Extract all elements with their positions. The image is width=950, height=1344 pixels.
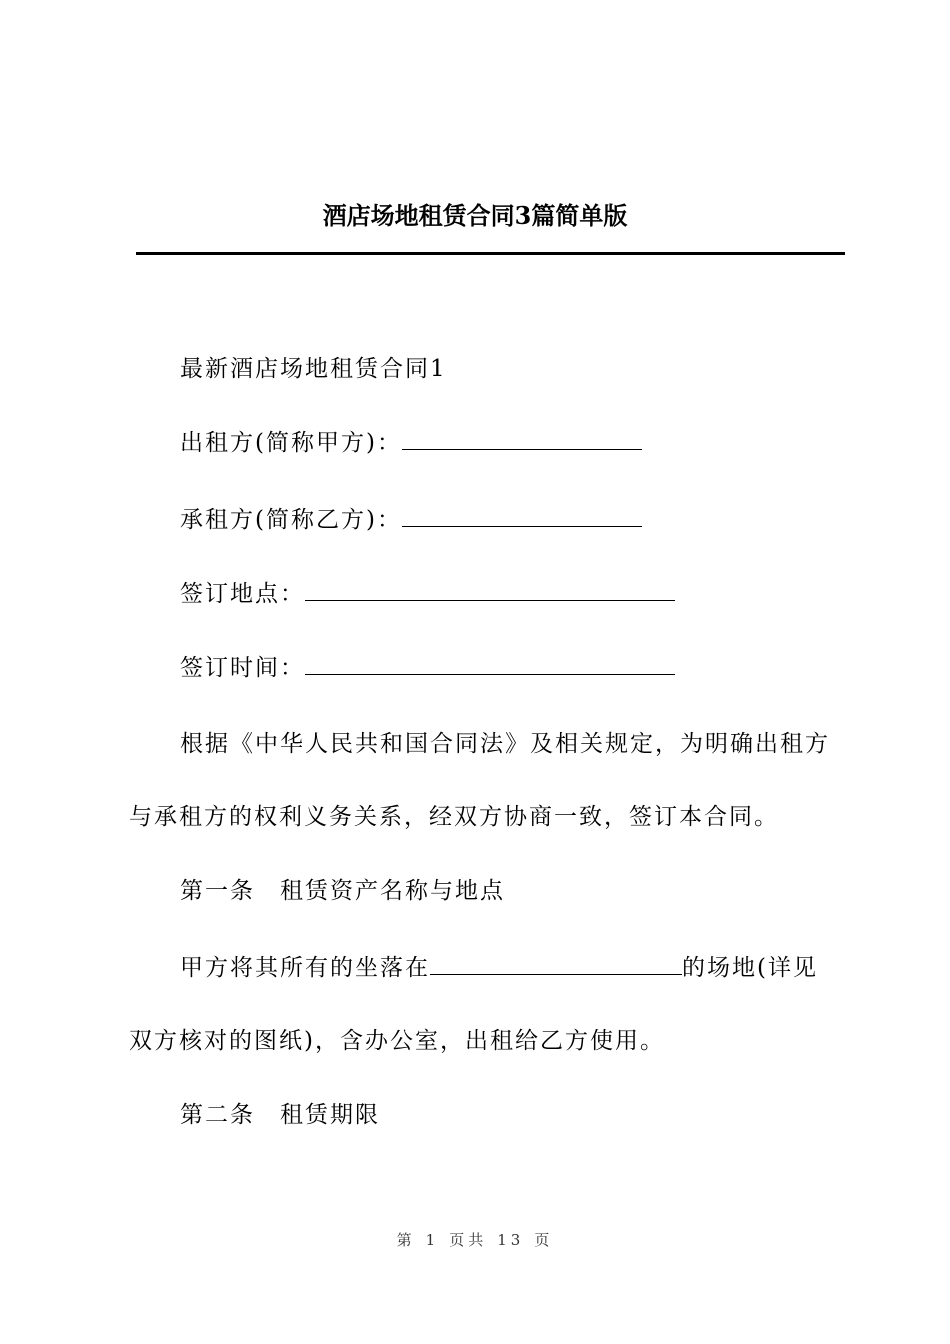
article-1-line-2: 双方核对的图纸)，含办公室，出租给乙方使用。 [129, 1028, 665, 1054]
sign-time-line [180, 653, 675, 683]
contract-heading: 最新酒店场地租赁合同1 [180, 356, 447, 382]
lessor-line [180, 428, 642, 458]
article-1-text-b: 的场地(详见 [682, 955, 818, 981]
paragraph-1-line-2: 与承租方的权利义务关系，经双方协商一致，签订本合同。 [129, 804, 779, 830]
lessee-label: 承租方(简称乙方)： [180, 507, 402, 533]
footer-middle: 页共 [449, 1231, 488, 1249]
lessor-blank [402, 431, 642, 450]
article-1-text-a: 甲方将其所有的坐落在 [180, 955, 430, 981]
page-footer [0, 1229, 950, 1250]
article-1-title: 第一条 租赁资产名称与地点 [180, 878, 505, 904]
sign-place-blank [305, 582, 675, 601]
sign-place-label: 签订地点： [180, 581, 305, 607]
sign-place-line [180, 579, 675, 609]
lessee-blank [402, 508, 642, 527]
title-divider [136, 252, 845, 255]
sign-time-label: 签订时间： [180, 655, 305, 681]
footer-page-number: 1 [425, 1231, 440, 1249]
footer-suffix: 页 [534, 1231, 554, 1249]
footer-prefix: 第 [396, 1231, 416, 1249]
lessor-label: 出租方(简称甲方)： [180, 430, 402, 456]
article-2-title: 第二条 租赁期限 [180, 1102, 380, 1128]
footer-total-pages: 13 [497, 1231, 525, 1249]
paragraph-1-line-1: 根据《中华人民共和国合同法》及相关规定，为明确出租方 [180, 731, 830, 757]
lessee-line [180, 505, 642, 535]
document-title: 酒店场地租赁合同3篇简单版 [322, 201, 628, 230]
article-1-line-1 [180, 953, 818, 983]
location-blank [430, 956, 682, 975]
sign-time-blank [305, 656, 675, 675]
